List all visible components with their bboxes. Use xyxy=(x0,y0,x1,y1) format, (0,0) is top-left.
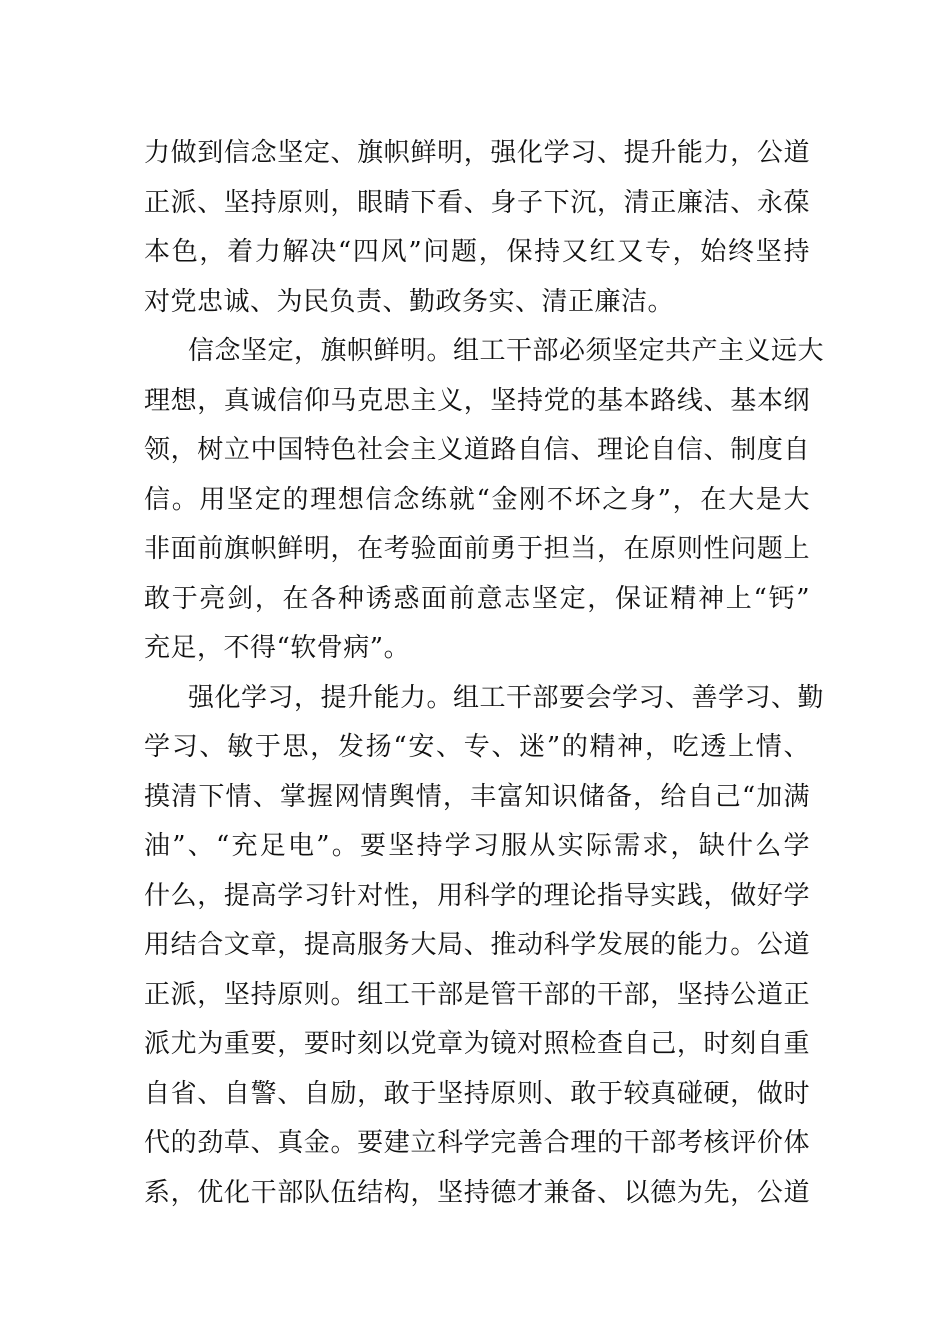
text-line: 正派，坚持原则。组工干部是管干部的干部，坚持公道正 xyxy=(144,979,810,1010)
text-line: 本色，着力解决“四风”问题，保持又红又专，始终坚持 xyxy=(144,237,810,267)
text-line: 正派、坚持原则，眼睛下看、身子下沉，清正廉洁、永葆 xyxy=(144,187,810,218)
text-line: 摸清下情、掌握网情舆情，丰富知识储备，给自己“加满 xyxy=(144,781,810,812)
document-body xyxy=(144,129,825,1218)
text-line: 学习、敏于思，发扬“安、专、迷”的精神，吃透上情、 xyxy=(144,732,810,762)
text-line: 敢于亮剑，在各种诱惑面前意志坚定，保证精神上“钙” xyxy=(144,583,810,614)
text-line: 力做到信念坚定、旗帜鲜明，强化学习、提升能力，公道 xyxy=(144,138,810,168)
text-line: 什么，提高学习针对性，用科学的理论指导实践，做好学 xyxy=(144,880,810,911)
text-line: 代的劲草、真金。要建立科学完善合理的干部考核评价体 xyxy=(144,1128,810,1158)
text-line: 强化学习，提升能力。组工干部要会学习、善学习、勤 xyxy=(188,682,825,713)
text-line: 领，树立中国特色社会主义道路自信、理论自信、制度自 xyxy=(144,435,810,465)
text-line: 信。用坚定的理想信念练就“金刚不坏之身”，在大是大 xyxy=(144,484,810,515)
text-line: 非面前旗帜鲜明，在考验面前勇于担当，在原则性问题上 xyxy=(144,534,810,564)
text-line: 自省、自警、自励，敢于坚持原则、敢于较真碰硬，做时 xyxy=(144,1078,810,1109)
text-line: 派尤为重要，要时刻以党章为镜对照检查自己，时刻自重 xyxy=(144,1029,810,1059)
text-line: 油”、“充足电”。要坚持学习服从实际需求，缺什么学 xyxy=(144,831,810,861)
text-line: 充足，不得“软骨病”。 xyxy=(144,633,411,663)
text-line: 用结合文章，提高服务大局、推动科学发展的能力。公道 xyxy=(144,930,810,960)
text-line: 系，优化干部队伍结构，坚持德才兼备、以德为先，公道 xyxy=(144,1177,810,1208)
text-line: 信念坚定，旗帜鲜明。组工干部必须坚定共产主义远大 xyxy=(188,336,825,366)
text-line: 理想，真诚信仰马克思主义，坚持党的基本路线、基本纲 xyxy=(144,385,810,416)
text-line: 对党忠诚、为民负责、勤政务实、清正廉洁。 xyxy=(144,286,675,317)
